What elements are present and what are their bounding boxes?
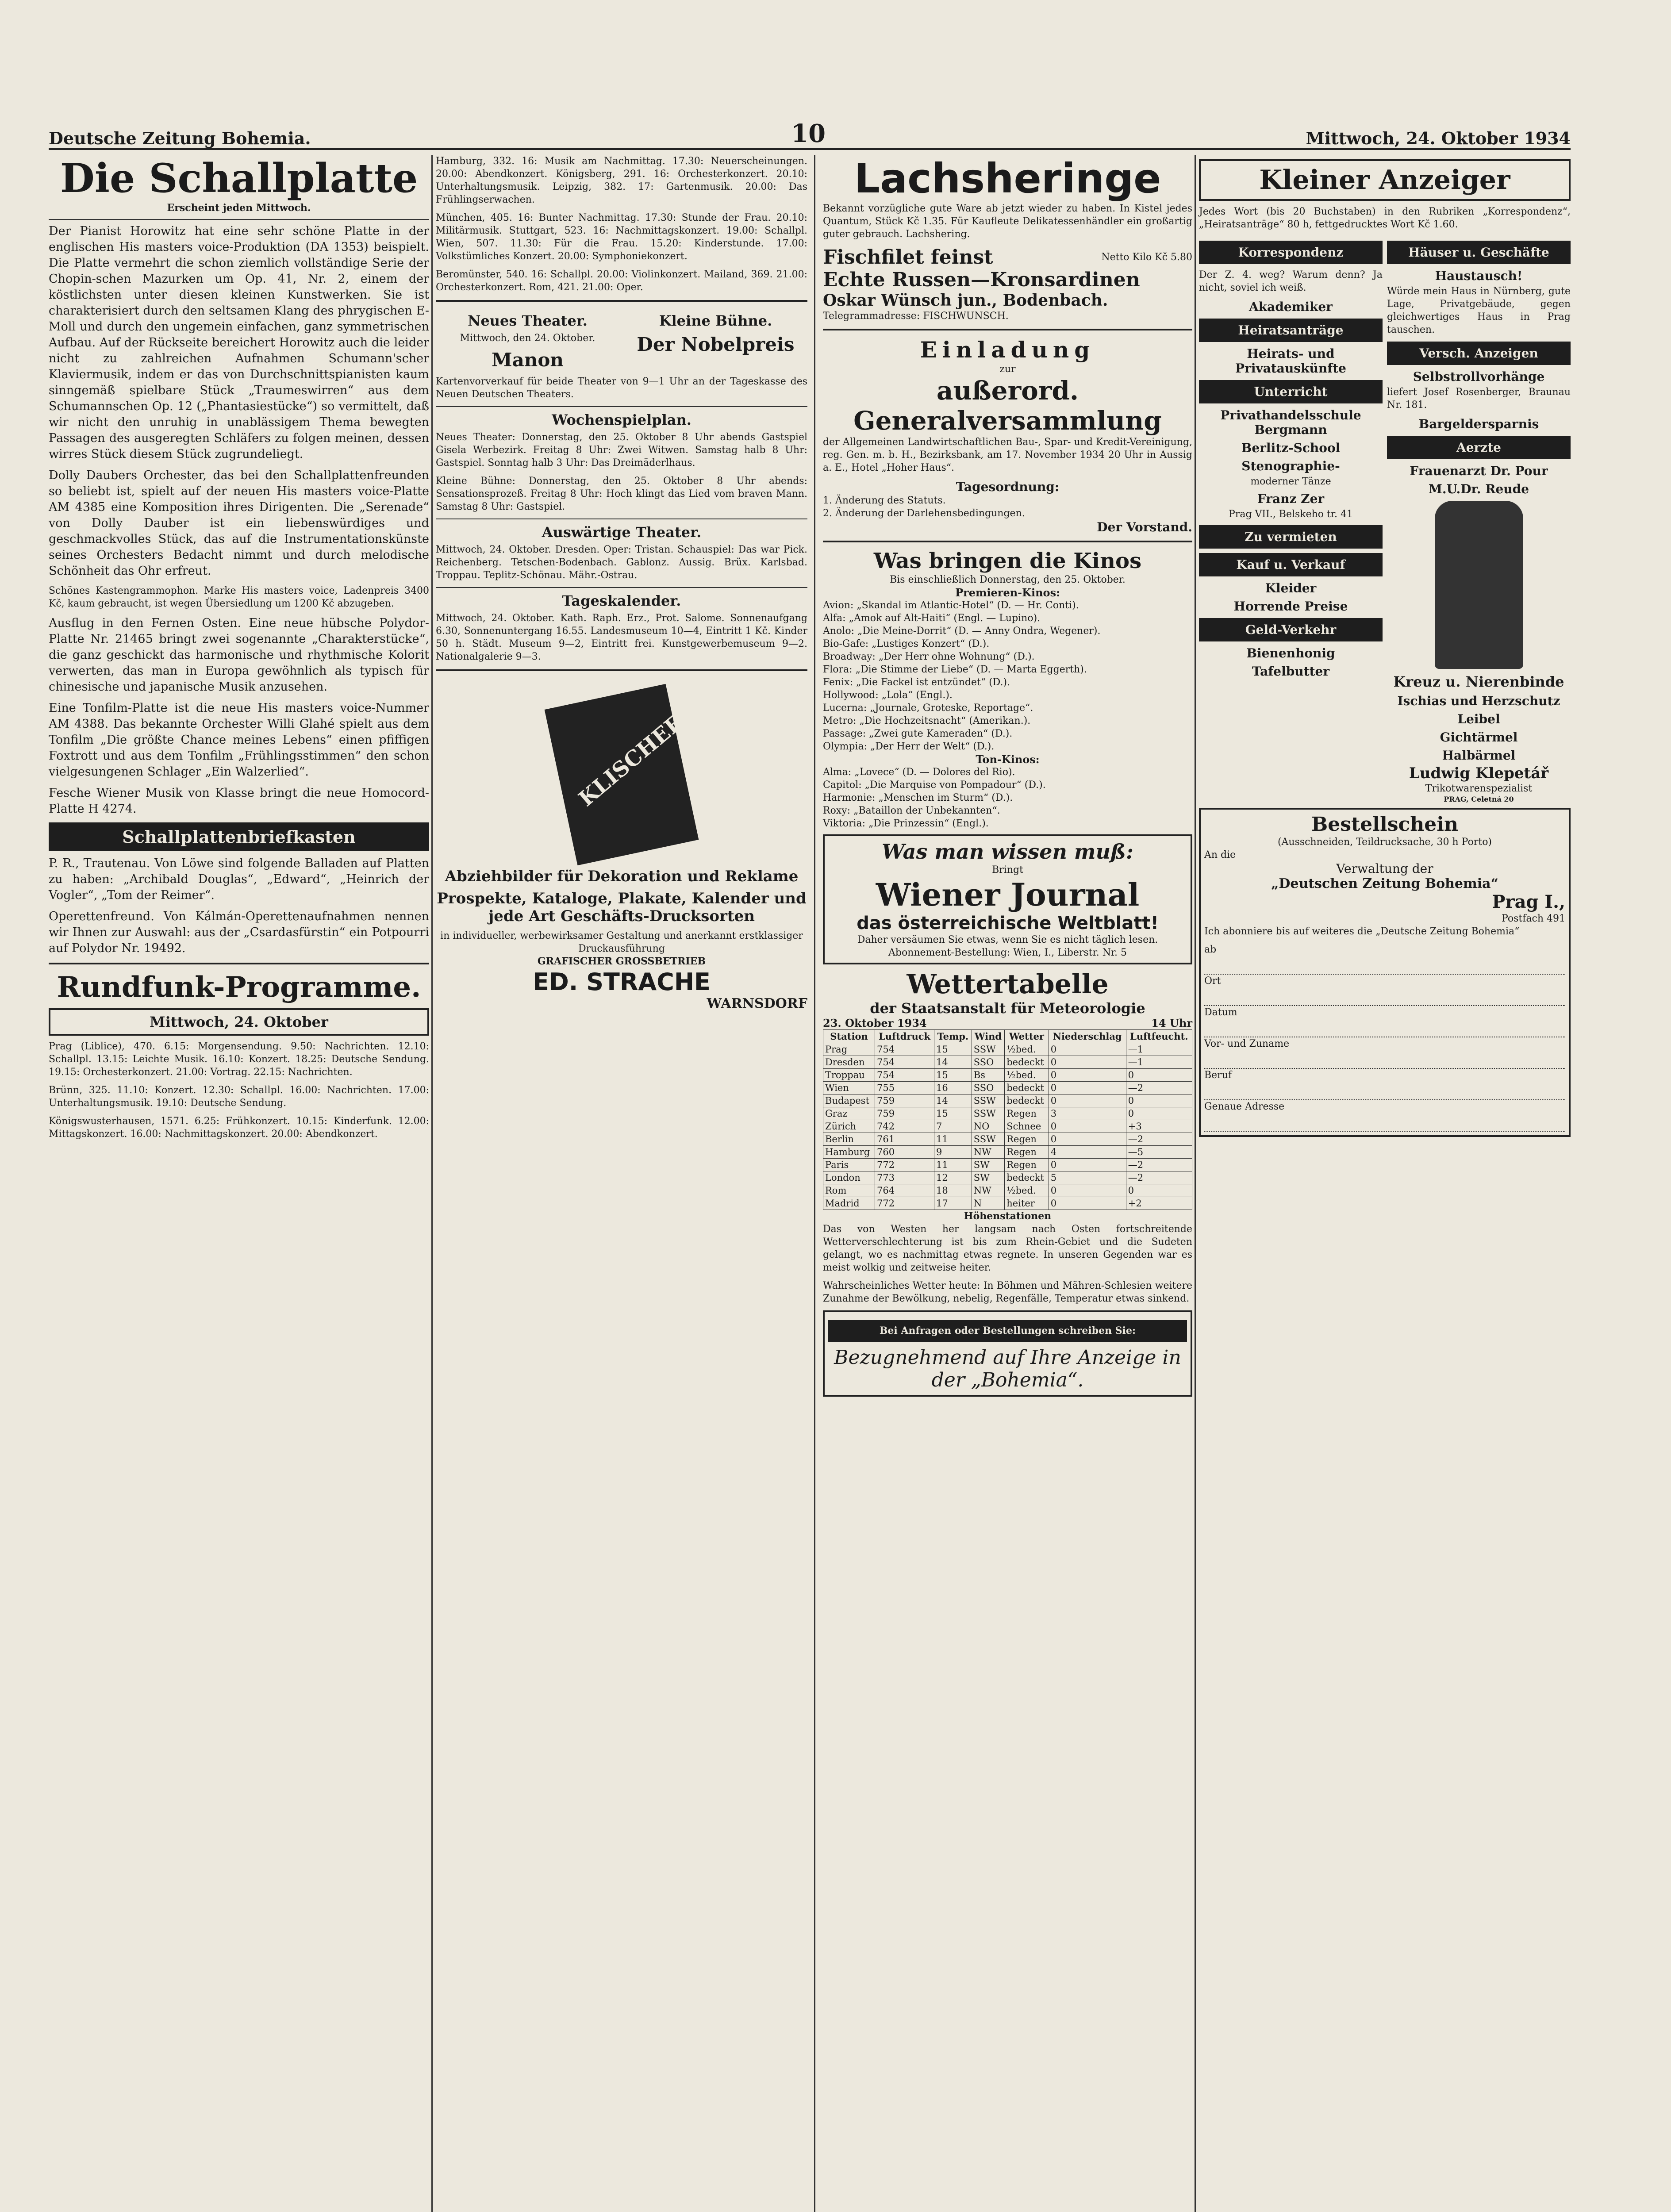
ad-heading: Heirats- und Privatauskünfte [1235,346,1346,376]
table-cell: SSW [972,1107,1005,1120]
page-header [49,117,1571,150]
bezug-box [823,1310,1192,1397]
article-paragraph: Der Pianist Horowitz hat eine sehr schöne Platte in der englischen His masters voice-Produktion (DA 1353) beispielt. Die Platte vermehrt die schon ziemlich vollständige Serie der Chopin-schen Mazurken um Op. 41, Nr. 2, einem der köstlichsten unter diesen kleinen Kunstwerken. Sie ist charakterisiert durch den seltsamen Klang des phrygischen E-Moll und durch den ungemein einfachen, ganz symmetrischen Aufbau. Auf der Rückseite bereichert Horowitz auch die leider nicht zu zahlreichen Aufnahmen Schumann'scher Klaviermusik, indem er das von Durchschnittspianisten kaum sinngemäß spielbare Stück „Traumeswirren“ aus dem Schumannschen Op. 12 („Phantasiestücke“) so vermittelt, daß wir nicht den unruhig in unablässigem Thema bewegten Passagen des ausgeregten Schläfers zu folgen meinen, dessen wirres Stück diesem Stück zugrundeliegt. [49,224,429,461]
form-label: Vor- und Zuname [1204,1038,1290,1049]
table-cell: ½bed. [1005,1184,1049,1197]
ad-text: Prag VII., Belskeho tr. 41 [1229,509,1353,520]
table-cell: 0 [1126,1107,1192,1120]
table-cell: Schnee [1005,1120,1049,1133]
table-cell: —2 [1126,1082,1192,1094]
einladung-text: der Allgemeinen Landwirtschaftlichen Bau-, Spar- und Kredit-Vereinigung, reg. Gen. m. b. H., Bezirksbank, am 17. November 1934 20 Uhr in Aussig a. E., Hotel „Hoher Haus“. [823,437,1192,473]
article-paragraph: Kleine Bühne: Donnerstag, den 25. Oktober 8 Uhr abends: Sensationsprozeß. Freitag 8 Uhr: Hoch klingt das Lied vom braven Mann. Samstag 8 Uhr: Gastspiel. [436,476,807,512]
ad-heading: Akademiker [1249,300,1333,314]
table-cell: 0 [1049,1069,1126,1082]
table-cell: Paris [823,1159,875,1171]
ad-heading: Kreuz u. Nierenbinde [1393,673,1564,690]
ad-company: Oskar Wünsch jun., Bodenbach. [823,291,1108,310]
table-cell: 0 [1126,1184,1192,1197]
ad-line: in individueller, werbewirksamer Gestaltung und anerkannt erstklassiger Druckausführung [440,930,803,954]
kino-subtitle: Bis einschließlich Donnerstag, den 25. Oktober. [890,574,1126,585]
kino-item: Lucerna: „Journale, Groteske, Reportage“. [823,703,1033,714]
table-cell: bedeckt [1005,1171,1049,1184]
article-paragraph: Eine Tonfilm-Platte ist die neue His masters voice-Nummer AM 4388. Das bekannte Orchester Willi Glahé spielt aus dem Tonfilm „Die größte Chance meines Lebens“ einen pfiffigen Foxtrott und aus dem Tonfilm „Frühlingsstimmen“ den schon vielgesungenen Schlager „Ein Walzerlied“. [49,701,429,779]
column-1 [49,155,429,1146]
table-cell: NW [972,1184,1005,1197]
table-cell: Regen [1005,1146,1049,1159]
kino-item: Olympia: „Der Herr der Welt“ (D.). [823,741,995,752]
agenda-item: 2. Änderung der Darlehensbedingungen. [823,508,1025,519]
article-paragraph: Schönes Kastengrammophon. Marke His masters voice, Ladenpreis 3400 Kč, kaum gebraucht, ist wegen Übersiedlung um 1200 Kč abzugeben. [49,585,429,609]
form-text: Prag I., [1492,891,1565,912]
table-cell: 764 [875,1184,934,1197]
table-cell: SSO [972,1056,1005,1069]
program-listing: Hamburg, 332. 16: Musik am Nachmittag. 17.30: Neuerscheinungen. 20.00: Abendkonzert. Königsberg, 291. 16: Orchesterkonzert. 20.10: Unterhaltungsmusik. Leipzig, 382. 17: Gartenmusik. 20.00: Das Frühlingserwachen. [436,156,807,205]
table-cell: 0 [1126,1094,1192,1107]
anfragen-heading: Bei Anfragen oder Bestellungen schreiben Sie: [828,1320,1187,1342]
ad-company: Ludwig Klepetář [1409,764,1549,782]
table-cell: 5 [1049,1171,1126,1184]
table-cell: SSO [972,1082,1005,1094]
table-cell: +3 [1126,1120,1192,1133]
table-cell: bedeckt [1005,1082,1049,1094]
table-cell: 16 [934,1082,972,1094]
program-listing: Prag (Liblice), 470. 6.15: Morgensendung. 9.50: Nachrichten. 12.10: Schallpl. 13.15: Leichte Musik. 16.10: Konzert. 18.25: Deutsche Sendung. 19.15: Orchesterkonzert. 21.00: Vortrag. 22.15: Nachrichten. [49,1041,429,1078]
kino-item: Viktoria: „Die Prinzessin“ (Engl.). [823,818,989,829]
rubric-heirat: Heiratsanträge [1199,319,1383,342]
divider [823,329,1192,330]
table-row [823,1056,1192,1069]
ad-text: Abonnement-Bestellung: Wien, I., Liberstr. Nr. 5 [888,947,1127,958]
table-cell: bedeckt [1005,1056,1049,1069]
table-cell: 15 [934,1069,972,1082]
kino-item: Fenix: „Die Fackel ist entzündet“ (D.). [823,677,1010,688]
table-row [823,1197,1192,1210]
bezug-text: Bezugnehmend auf Ihre Anzeige in der „Bohemia“. [834,1346,1181,1391]
kino-item: Metro: „Die Hochzeitsnacht“ (Amerikan.). [823,715,1031,726]
divider [436,518,807,519]
ad-text: liefert Josef Rosenberger, Braunau Nr. 181. [1387,387,1571,411]
table-cell: N [972,1197,1005,1210]
ad-heading: Berlitz-School [1241,441,1341,455]
agenda-item: 1. Änderung des Statuts. [823,495,946,506]
table-cell: Graz [823,1107,875,1120]
article-paragraph: Dolly Daubers Orchester, das bei den Schallplattenfreunden so beliebt ist, spielt auf der neuen His masters voice-Platte AM 4385 eine Komposition ihres Dirigenten. Die „Serenade“ von Dolly Dauber ist ein liebenswürdiges und geschmackvolles Stück, das auf die Instrumentationskünste seines Orchesters Bedacht nimmt und durch melodische Schönheit das Ohr erfreut. [49,469,429,578]
form-label: Beruf [1204,1070,1232,1081]
article-paragraph: Fesche Wiener Musik von Klasse bringt die neue Homocord-Platte H 4274. [49,786,429,816]
kino-item: Broadway: „Der Herr ohne Wohnung“ (D.). [823,651,1035,662]
table-cell: Bs [972,1069,1005,1082]
divider [436,300,807,302]
masthead: Deutsche Zeitung Bohemia. [49,128,311,148]
kino-item: Passage: „Zwei gute Kameraden“ (D.). [823,728,1013,739]
table-cell: ½bed. [1005,1043,1049,1056]
play-title: Manon [492,349,564,371]
form-field[interactable] [1204,1082,1565,1100]
ad-heading: Halbärmel [1442,748,1516,763]
kino-item: Hollywood: „Lola“ (Engl.). [823,690,953,701]
table-cell: 14 [934,1094,972,1107]
play-title: Der Nobelpreis [637,334,795,355]
table-cell: SSW [972,1133,1005,1146]
rubric-unterricht: Unterricht [1199,380,1383,403]
rundfunk-heading: Rundfunk-Programme. [57,971,421,1004]
ad-text: Der Z. 4. weg? Warum denn? Ja nicht, soviel ich weiß. [1199,269,1383,293]
kino-item: Flora: „Die Stimme der Liebe“ (D. — Marta Eggerth). [823,664,1087,675]
column-rule [1195,155,1196,2212]
table-cell: NO [972,1120,1005,1133]
table-cell: 9 [934,1146,972,1159]
ad-headline: Was man wissen muß: [882,840,1133,864]
klischees-box-illustration [542,677,701,863]
table-cell: 15 [934,1107,972,1120]
form-text: Ich abonniere bis auf weiteres die „Deutsche Zeitung Bohemia“ [1204,926,1520,937]
table-cell: ½bed. [1005,1069,1049,1082]
table-row [823,1184,1192,1197]
kino-heading: Ton-Kinos: [976,753,1040,766]
wiener-journal-ad [823,834,1192,964]
wetter-date: 23. Oktober 1934 [823,1017,927,1029]
bandage-illustration [1435,501,1523,669]
ad-text: Bekannt vorzügliche gute Ware ab jetzt wieder zu haben. In Kistel jedes Quantum, Stück Kč 1.35. Für Kaufleute Delikatessenhändler ein großartig guter gebrauch. Lachshering. [823,203,1192,240]
ad-subtitle: das österreichische Weltblatt! [857,913,1159,933]
table-cell: 754 [875,1056,934,1069]
divider [436,406,807,407]
table-cell: 742 [875,1120,934,1133]
tagesordnung: Tagesordnung: [956,480,1060,494]
table-cell: 15 [934,1043,972,1056]
rubric-kauf: Kauf u. Verkauf [1199,553,1383,576]
table-cell: —2 [1126,1159,1192,1171]
table-cell: 7 [934,1120,972,1133]
rubric-korrespondenz: Korrespondenz [1199,241,1383,264]
program-listing: München, 405. 16: Bunter Nachmittag. 17.30: Stunde der Frau. 20.10: Militärmusik. Stuttgart, 523. 16: Nachmittagskonzert. 19.00: Schallpl. Wien, 507. 11.30: Für die Frau. 15.20: Kinderstunde. 17.00: Volkstümliches Konzert. 20.00: Symphoniekonzert. [436,212,807,262]
ad-item: Fischfilet feinst [823,246,993,269]
table-cell: SSW [972,1094,1005,1107]
table-row [823,1082,1192,1094]
kino-heading: Premieren-Kinos: [955,586,1060,599]
form-field[interactable] [1204,1050,1565,1069]
table-row [823,1120,1192,1133]
article-paragraph: Operettenfreund. Von Kálmán-Operettenaufnahmen nennen wir Ihnen zur Auswahl: aus der „Csardasfürstin“ ein Potpourri auf Polydor Nr. 19492. [49,910,429,955]
rubric-aerzte: Aerzte [1387,436,1571,459]
table-cell: 759 [875,1094,934,1107]
table-cell: 0 [1049,1082,1126,1094]
ad-heading: Stenographie- [1241,459,1340,473]
table-cell: 754 [875,1069,934,1082]
theater-note: Kartenvorverkauf für beide Theater von 9—1 Uhr an der Tageskasse des Neuen Deutschen Theaters. [436,376,807,400]
weather-col-header: Wetter [1005,1030,1049,1043]
table-cell: 0 [1126,1069,1192,1082]
weather-col-header: Wind [972,1030,1005,1043]
table-cell: +2 [1126,1197,1192,1210]
article-paragraph: Ausflug in den Fernen Osten. Eine neue hübsche Polydor-Platte Nr. 21465 bringt zwei sogenannte „Charakterstücke“, die ganz geschickt das harmonische und rhythmische Kolorit verwerten, das man in Europa gewöhnlich als typisch für chinesische und japanische Musik anzusehen. [49,616,429,694]
form-text: „Deutschen Zeitung Bohemia“ [1271,876,1498,891]
ad-text: Würde mein Haus in Nürnberg, gute Lage, Privatgebäude, gegen gleichwertiges Haus in Prag tauschen. [1387,286,1571,335]
table-cell: 772 [875,1197,934,1210]
table-row [823,1146,1192,1159]
kino-item: Anolo: „Die Meine-Dorrit“ (D. — Anny Ondra, Wegener). [823,626,1101,637]
rubric-versch: Versch. Anzeigen [1387,342,1571,365]
table-cell: 0 [1049,1133,1126,1146]
weather-report: Das von Westen her langsam nach Osten fortschreitende Wetterverschlechterung ist bis zum Rhein-Gebiet und die Sudeten gelangt, wo es nachmittag etwas regnete. In unseren Gegenden war es meist wolkig und zeitweise heiter. [823,1224,1192,1273]
table-cell: Budapest [823,1094,875,1107]
weather-table [823,1029,1192,1210]
kleine-buehne [624,308,807,375]
program-listing: Beromünster, 540. 16: Schallpl. 20.00: Violinkonzert. Mailand, 369. 21.00: Orchesterkonzert. Rom, 421. 21.00: Oper. [436,269,807,293]
theater-date: Mittwoch, den 24. Oktober. [460,333,595,344]
divider [823,541,1192,542]
form-text: Verwaltung der [1336,861,1433,876]
table-cell: 773 [875,1171,934,1184]
form-text: An die [1204,849,1236,860]
ad-heading: Selbstrollvorhänge [1413,369,1545,384]
einladung-title: Einladung [920,337,1095,363]
ad-line: Abziehbilder für Dekoration und Reklame [445,868,799,885]
form-field[interactable] [1204,987,1565,1006]
ad-heading: Ischias und Herzschutz [1397,694,1560,708]
divider [49,219,429,220]
ad-heading: Bargeldersparnis [1418,417,1539,431]
form-label: Ort [1204,975,1221,987]
table-row [823,1171,1192,1184]
ad-city: WARNSDORF [707,996,807,1011]
section-heading: Tageskalender. [562,592,681,609]
table-row [823,1159,1192,1171]
weather-col-header: Luftfeucht. [1126,1030,1192,1043]
table-cell: Troppau [823,1069,875,1082]
column-3 [823,155,1192,1401]
kino-item: Alma: „Lovece“ (D. — Dolores del Rio). [823,767,1015,778]
column-2 [436,155,807,1011]
table-cell: 14 [934,1056,972,1069]
article-paragraph: Neues Theater: Donnerstag, den 25. Oktober 8 Uhr abends Gastspiel Gisela Werbezirk. Freitag 8 Uhr: Zwei Witwen. Samstag halb 8 Uhr: Gastspiel. Sonntag halb 3 Uhr: Das Dreimäderlhaus. [436,432,807,469]
form-label: Genaue Adresse [1204,1101,1285,1112]
divider [49,963,429,964]
hoehen-heading: Höhenstationen [964,1210,1052,1222]
rubric-haeuser: Häuser u. Geschäfte [1387,241,1571,264]
article-paragraph: Mittwoch, 24. Oktober. Kath. Raph. Erz., Prot. Salome. Sonnenaufgang 6.30, Sonnenuntergang 16.55. Landesmuseum 10—4, Eintritt 1 Kč. Kinder 50 h. Städt. Museum 9—2, Eintritt frei. Kunstgewerbemuseum 9—2. Nationalgalerie 9—3. [436,613,807,662]
table-cell: 0 [1049,1159,1126,1171]
table-cell: 3 [1049,1107,1126,1120]
ad-text: Daher versäumen Sie etwas, wenn Sie es nicht täglich lesen. [857,934,1158,945]
table-cell: 17 [934,1197,972,1210]
ad-heading: Franz Zer [1257,492,1325,506]
ad-heading: Leibel [1457,712,1500,726]
versammlung-title: außerord. Generalversammlung [853,376,1162,436]
theater-title: Neues Theater. [468,312,588,329]
ad-title: Wiener Journal [876,876,1140,913]
form-field[interactable] [1204,956,1565,975]
form-field[interactable] [1204,1113,1565,1132]
table-cell: bedeckt [1005,1094,1049,1107]
table-row [823,1043,1192,1056]
weather-col-header: Station [823,1030,875,1043]
weather-col-header: Luftdruck [875,1030,934,1043]
table-cell: —2 [1126,1171,1192,1184]
table-cell: —1 [1126,1056,1192,1069]
form-label: ab [1204,944,1217,955]
date: Mittwoch, 24. Oktober 1934 [1306,128,1571,148]
einladung-zur: zur [999,364,1016,375]
table-cell: SSW [972,1043,1005,1056]
kino-item: Bio-Gafe: „Lustiges Konzert“ (D.). [823,638,990,649]
table-cell: —2 [1126,1133,1192,1146]
article-paragraph: Mittwoch, 24. Oktober. Dresden. Oper: Tristan. Schauspiel: Das war Pick. Reichenberg. Tetschen-Bodenbach. Gablonz. Aussig. Brüx. Karlsbad. Troppau. Teplitz-Schönau. Mähr.-Ostrau. [436,544,807,581]
section-title: Die Schallplatte [60,155,418,202]
table-cell: 759 [875,1107,934,1120]
date-box: Mittwoch, 24. Oktober [49,1008,429,1036]
wetter-time: 14 Uhr [1151,1017,1192,1029]
column-rule [431,155,433,2212]
ad-heading: Kleider [1265,581,1317,595]
weather-col-header: Niederschlag [1049,1030,1126,1043]
ad-brand: KLISCHEES [574,700,700,812]
rubric-geld: Geld-Verkehr [1199,618,1383,641]
ad-telegram: Telegrammadresse: FISCHWUNSCH. [823,311,1009,322]
ad-headline: Lachsheringe [854,155,1161,202]
ad-item: Echte Russen—Kronsardinen [823,269,1140,291]
theater-title: Kleine Bühne. [659,312,772,329]
form-subtitle: (Ausschneiden, Teildrucksache, 30 h Porto) [1277,837,1492,848]
ad-text: moderner Tänze [1250,476,1331,487]
ad-heading: Horrende Preise [1233,599,1348,614]
column-4 [1199,155,1571,1141]
table-cell: heiter [1005,1197,1049,1210]
kino-title: Was bringen die Kinos [873,549,1142,573]
table-cell: SW [972,1171,1005,1184]
briefkasten-heading: Schallplattenbriefkasten [49,822,429,851]
divider [436,669,807,671]
table-cell: Rom [823,1184,875,1197]
table-row [823,1107,1192,1120]
ad-text: Trikotwarenspezialist [1425,783,1533,794]
ad-heading: M.U.Dr. Reude [1428,482,1529,496]
section-heading: Wochenspielplan. [552,411,691,428]
table-cell: Hamburg [823,1146,875,1159]
theater-listings [436,308,807,375]
neues-theater [436,308,619,375]
form-label: Datum [1204,1007,1237,1018]
anzeiger-title: Kleiner Anzeiger [1199,159,1571,201]
table-cell: Wien [823,1082,875,1094]
ad-heading: Privathandelsschule Bergmann [1220,408,1361,437]
anzeiger-text: Jedes Wort (bis 20 Buchstaben) in den Rubriken „Korrespondenz“, „Heiratsanträge“ 80 h, fettgedrucktes Wort Kč 1.60. [1199,206,1571,230]
strache-advertisement [436,677,807,1011]
table-cell: 0 [1049,1184,1126,1197]
weather-col-header: Temp. [934,1030,972,1043]
table-cell: 772 [875,1159,934,1171]
section-heading: Auswärtige Theater. [542,524,702,541]
table-cell: Prag [823,1043,875,1056]
article-paragraph: P. R., Trautenau. Von Löwe sind folgende Balladen auf Platten zu haben: „Archibald Douglas“, „Edward“, „Heinrich der Vogler“, „Tom der Reimer“. [49,856,429,902]
table-cell: 11 [934,1133,972,1146]
page-number: 10 [791,119,826,148]
table-row [823,1133,1192,1146]
ad-heading: Gichtärmel [1440,730,1518,745]
table-cell: 0 [1049,1197,1126,1210]
ad-line: GRAFISCHER GROSSBETRIEB [537,956,706,967]
table-cell: Dresden [823,1056,875,1069]
kino-item: Alfa: „Amok auf Alt-Haiti“ (Engl. — Lupino). [823,613,1041,624]
kino-item: Harmonie: „Menschen im Sturm“ (D.). [823,792,1013,803]
table-cell: 755 [875,1082,934,1094]
ad-heading: Bienenhonig [1246,646,1335,661]
kino-item: Avion: „Skandal im Atlantic-Hotel“ (D. — Hr. Conti). [823,600,1079,611]
section-subtitle: Erscheint jeden Mittwoch. [167,202,311,214]
table-cell: Regen [1005,1159,1049,1171]
rubric-vermieten: Zu vermieten [1199,525,1383,549]
table-row [823,1094,1192,1107]
ad-address: PRAG, Celetná 20 [1444,795,1514,803]
program-listing: Königswusterhausen, 1571. 6.25: Frühkonzert. 10.15: Kinderfunk. 12.00: Mittagskonzert. 16.00: Nachmittagskonzert. 20.00: Abendkonzert. [49,1116,429,1140]
ad-price: Netto Kilo Kč 5.80 [1101,252,1192,263]
table-cell: Madrid [823,1197,875,1210]
table-cell: London [823,1171,875,1184]
table-cell: 761 [875,1133,934,1146]
table-row [823,1069,1192,1082]
kino-item: Capitol: „Die Marquise von Pompadour“ (D.). [823,780,1046,791]
table-cell: 11 [934,1159,972,1171]
table-cell: Zürich [823,1120,875,1133]
divider [436,587,807,588]
table-cell: Regen [1005,1107,1049,1120]
form-text: Postfach 491 [1501,913,1565,924]
ad-heading: Haustausch! [1435,269,1523,283]
table-cell: SW [972,1159,1005,1171]
kino-item: Roxy: „Bataillon der Unbekannten“. [823,805,1000,816]
table-cell: 760 [875,1146,934,1159]
table-cell: 0 [1049,1056,1126,1069]
ad-text: Bringt [992,864,1023,876]
ad-heading: Frauenarzt Dr. Pour [1410,464,1548,478]
table-cell: —1 [1126,1043,1192,1056]
table-cell: Regen [1005,1133,1049,1146]
form-title: Bestellschein [1311,813,1458,836]
bestellschein-form [1199,808,1571,1137]
table-cell: 754 [875,1043,934,1056]
table-cell: 12 [934,1171,972,1184]
ad-company: ED. STRACHE [533,968,711,996]
table-cell: 18 [934,1184,972,1197]
wetter-subtitle: der Staatsanstalt für Meteorologie [870,1000,1145,1017]
column-rule [814,155,815,2212]
table-cell: 0 [1049,1094,1126,1107]
weather-forecast: Wahrscheinliches Wetter heute: In Böhmen und Mähren-Schlesien weitere Zunahme der Bewölkung, nebelig, Regenfälle, Temperatur etwas sinkend. [823,1280,1192,1304]
ad-heading: Tafelbutter [1252,664,1330,679]
program-listing: Brünn, 325. 11.10: Konzert. 12.30: Schallpl. 16.00: Nachrichten. 17.00: Unterhaltungsmusik. 19.10: Deutsche Sendung. [49,1085,429,1109]
table-cell: NW [972,1146,1005,1159]
ad-line: Prospekte, Kataloge, Plakate, Kalender und jede Art Geschäfts-Drucksorten [437,890,807,925]
table-cell: —5 [1126,1146,1192,1159]
wetter-title: Wettertabelle [907,969,1109,1000]
table-cell: 0 [1049,1043,1126,1056]
form-field[interactable] [1204,1019,1565,1037]
signature: Der Vorstand. [1097,520,1192,534]
table-cell: Berlin [823,1133,875,1146]
table-cell: 0 [1049,1120,1126,1133]
table-cell: 4 [1049,1146,1126,1159]
